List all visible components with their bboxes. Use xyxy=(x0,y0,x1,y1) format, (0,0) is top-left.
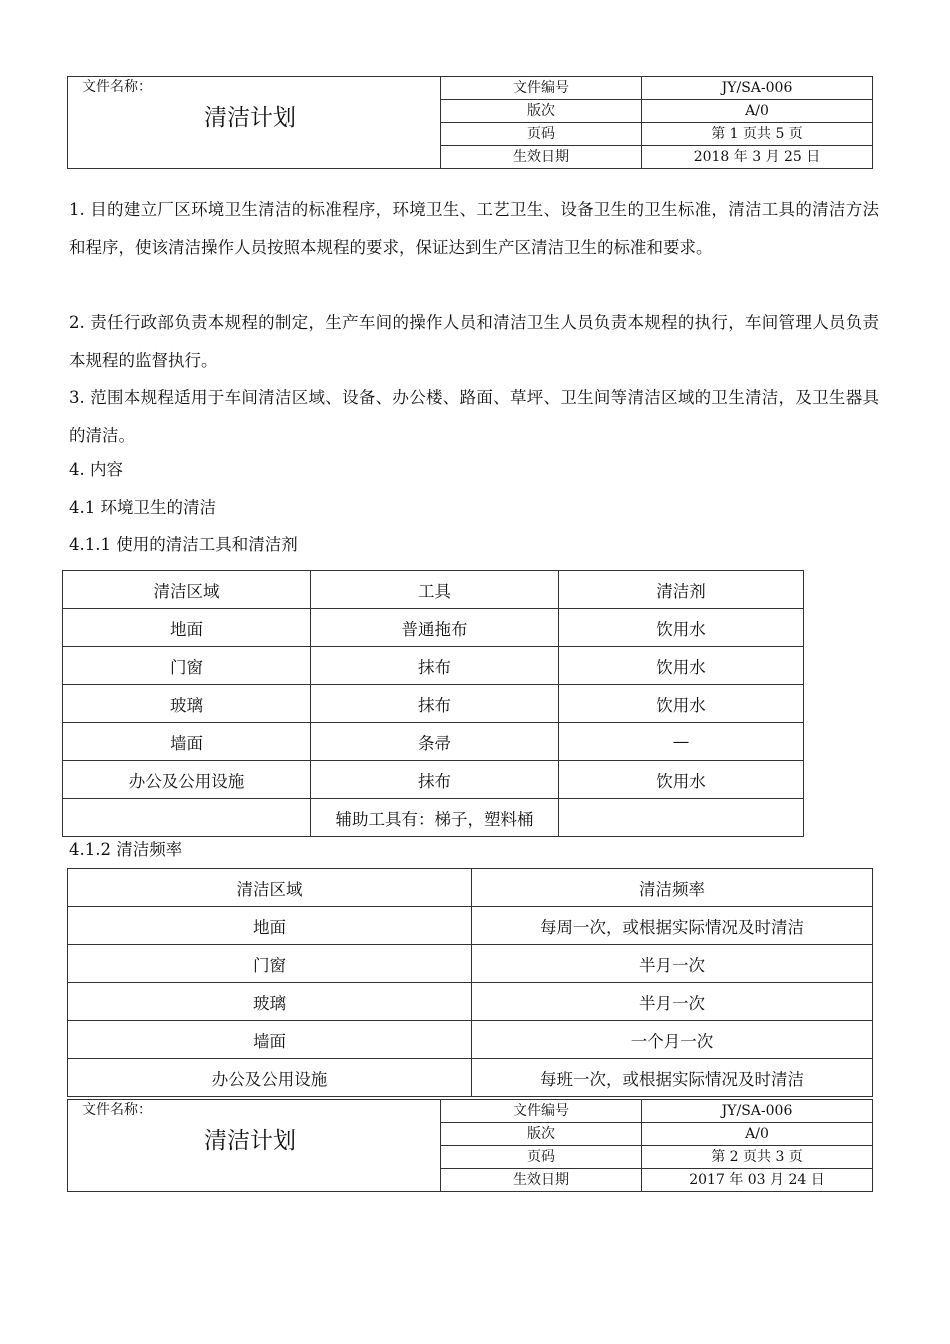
table-header-cell: 工具 xyxy=(311,571,559,609)
file-name-label: 文件名称： xyxy=(82,79,152,95)
file-name-cell xyxy=(68,77,441,169)
table-cell: 玻璃 xyxy=(68,983,472,1021)
table-cell-empty xyxy=(63,799,311,837)
table-row xyxy=(63,685,804,723)
table-cell: 玻璃 xyxy=(63,685,311,723)
effective-date-value: 2018 年 3 月 25 日 xyxy=(642,146,873,169)
table-cell: 办公及公用设施 xyxy=(63,761,311,799)
page-label: 页码 xyxy=(441,1146,642,1169)
table-row xyxy=(63,609,804,647)
table-cell: 门窗 xyxy=(68,945,472,983)
table-row xyxy=(68,945,873,983)
effective-date-label: 生效日期 xyxy=(441,1169,642,1192)
page-label: 页码 xyxy=(441,123,642,146)
page-value: 第 1 页共 5 页 xyxy=(642,123,873,146)
section-purpose: 1. 目的建立厂区环境卫生清洁的标准程序，环境卫生、工艺卫生、设备卫生的卫生标准，清洁工具的清洁方法和程序，使该清洁操作人员按照本规程的要求，保证达到生产区清洁卫生的标准和要求。 xyxy=(69,200,879,257)
effective-date-value: 2017 年 03 月 24 日 xyxy=(642,1169,873,1192)
table-header-row xyxy=(68,869,873,907)
subsection-frequency-heading: 4.1.2 清洁频率 xyxy=(69,840,183,859)
table-cell: 一个月一次 xyxy=(472,1021,873,1059)
doc-number-value: JY/SA-006 xyxy=(642,1100,873,1123)
table-header-cell: 清洁区域 xyxy=(68,869,472,907)
file-name-label: 文件名称： xyxy=(82,1102,152,1118)
document-header-table xyxy=(67,76,873,169)
table-cell: 半月一次 xyxy=(472,945,873,983)
table-cell-empty xyxy=(559,799,804,837)
table-row xyxy=(68,1021,873,1059)
table-cell: 条帚 xyxy=(311,723,559,761)
table-cell: 墙面 xyxy=(68,1021,472,1059)
doc-number-label: 文件编号 xyxy=(441,77,642,100)
auxiliary-tools-note: 辅助工具有：梯子，塑料桶 xyxy=(311,799,559,837)
table-row xyxy=(68,907,873,945)
document-header-table-2 xyxy=(67,1099,873,1192)
cleaning-frequency-table xyxy=(67,868,873,1097)
table-cell: 普通拖布 xyxy=(311,609,559,647)
table-header-cell: 清洁剂 xyxy=(559,571,804,609)
table-cell: 门窗 xyxy=(63,647,311,685)
table-header-cell: 清洁频率 xyxy=(472,869,873,907)
subsection-tools-heading: 4.1.1 使用的清洁工具和清洁剂 xyxy=(69,535,298,554)
subsection-environment-heading: 4.1 环境卫生的清洁 xyxy=(69,498,216,517)
version-label: 版次 xyxy=(441,1123,642,1146)
table-cell: — xyxy=(559,723,804,761)
doc-number-value: JY/SA-006 xyxy=(642,77,873,100)
version-value: A/0 xyxy=(642,100,873,123)
table-cell: 半月一次 xyxy=(472,983,873,1021)
table-row xyxy=(63,761,804,799)
table-header-row xyxy=(63,571,804,609)
table-cell: 地面 xyxy=(68,907,472,945)
table-cell: 饮用水 xyxy=(559,609,804,647)
table-cell: 抹布 xyxy=(311,761,559,799)
table-cell: 饮用水 xyxy=(559,761,804,799)
table-row xyxy=(68,1059,873,1097)
version-label: 版次 xyxy=(441,100,642,123)
table-cell: 办公及公用设施 xyxy=(68,1059,472,1097)
table-row xyxy=(63,799,804,837)
doc-number-label: 文件编号 xyxy=(441,1100,642,1123)
document-title: 清洁计划 xyxy=(204,1128,296,1154)
table-cell: 每班一次，或根据实际情况及时清洁 xyxy=(472,1059,873,1097)
version-value: A/0 xyxy=(642,1123,873,1146)
section-content-heading: 4. 内容 xyxy=(69,460,123,479)
table-row xyxy=(63,647,804,685)
section-scope: 3. 范围本规程适用于车间清洁区域、设备、办公楼、路面、草坪、卫生间等清洁区域的卫生清洁，及卫生器具的清洁。 xyxy=(69,388,879,445)
section-responsibility: 2. 责任行政部负责本规程的制定，生产车间的操作人员和清洁卫生人员负责本规程的执行，车间管理人员负责本规程的监督执行。 xyxy=(69,313,879,370)
cleaning-tools-table xyxy=(62,570,804,837)
document-title: 清洁计划 xyxy=(204,105,296,131)
table-cell: 饮用水 xyxy=(559,647,804,685)
table-cell: 抹布 xyxy=(311,647,559,685)
table-cell: 墙面 xyxy=(63,723,311,761)
table-row xyxy=(68,983,873,1021)
page-value: 第 2 页共 3 页 xyxy=(642,1146,873,1169)
file-name-cell xyxy=(68,1100,441,1192)
table-cell: 地面 xyxy=(63,609,311,647)
table-cell: 抹布 xyxy=(311,685,559,723)
table-header-cell: 清洁区域 xyxy=(63,571,311,609)
table-cell: 饮用水 xyxy=(559,685,804,723)
table-cell: 每周一次，或根据实际情况及时清洁 xyxy=(472,907,873,945)
effective-date-label: 生效日期 xyxy=(441,146,642,169)
table-row xyxy=(63,723,804,761)
